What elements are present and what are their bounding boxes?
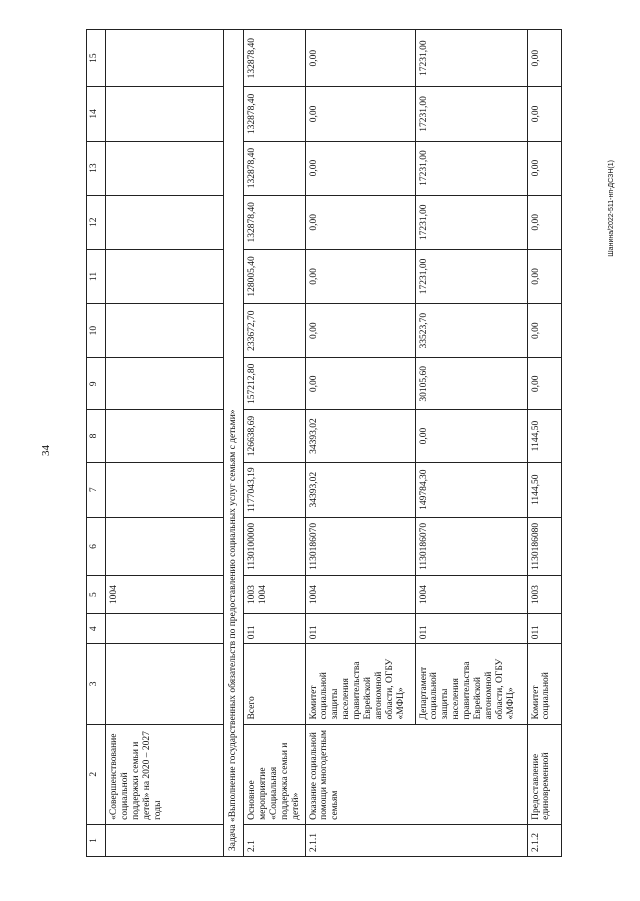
header-cell-6: 6 — [87, 517, 106, 575]
row4-name: Предоставление единовременной — [527, 724, 561, 824]
row3-y2022: 33523,70 — [415, 304, 527, 358]
row0-y2025 — [106, 141, 224, 195]
header-cell-8: 8 — [87, 410, 106, 462]
row4-number: 2.1.2 — [527, 824, 561, 856]
header-cell-7: 7 — [87, 462, 106, 517]
table-area — [86, 29, 552, 857]
row2-y2027: 0,00 — [305, 30, 415, 87]
table-row — [106, 30, 224, 857]
row0-y2027 — [106, 30, 224, 87]
document-id-note — [608, 160, 620, 300]
row4-y2022: 0,00 — [527, 304, 561, 358]
header-cell-9: 9 — [87, 358, 106, 410]
header-cell-5: 5 — [87, 576, 106, 614]
document-id-text: Шанина/2022-511-нп-ДСЗН(1) — [608, 160, 615, 257]
rotated-table-wrapper — [86, 29, 552, 857]
task-row — [224, 30, 244, 857]
row3-grbs: 011 — [415, 614, 527, 644]
page-number — [40, 445, 54, 465]
row2-y2023: 0,00 — [305, 249, 415, 303]
row1-grbs: 011 — [243, 614, 305, 644]
row1-number: 2.1 — [243, 824, 305, 856]
table-row — [527, 30, 561, 857]
row1-y2022: 233672,70 — [243, 304, 305, 358]
row4-y2027: 0,00 — [527, 30, 561, 87]
row3-y2027: 17231,00 — [415, 30, 527, 87]
row2-y2024: 0,00 — [305, 195, 415, 249]
task-title: Задача «Выполнение государственных обязательств по предоставлению социальных услуг семьям с детьми» — [224, 30, 244, 857]
row1-y2025: 132878,40 — [243, 141, 305, 195]
row1-name: Основное мероприятие «Социальная поддержка семьи и детей» — [243, 724, 305, 824]
row2-executor: Комитет социальной защиты населения правительства Еврейской автономной области, ОГБУ «МФЦ» — [305, 644, 415, 724]
row4-total: 1144,50 — [527, 462, 561, 517]
row4-grbs: 011 — [527, 614, 561, 644]
row3-y2026: 17231,00 — [415, 87, 527, 141]
row2-total: 34393,02 — [305, 462, 415, 517]
row0-grbs — [106, 614, 224, 644]
row3-y2020: 0,00 — [415, 410, 527, 462]
row3-y2024: 17231,00 — [415, 195, 527, 249]
row2-name: Оказание социальной помощи многодетным семьям — [305, 724, 527, 824]
row1-section: 1003 1004 — [243, 576, 305, 614]
row4-y2020: 1144,50 — [527, 410, 561, 462]
program-table — [86, 29, 562, 857]
row4-y2024: 0,00 — [527, 195, 561, 249]
row0-total — [106, 462, 224, 517]
row0-y2020 — [106, 410, 224, 462]
header-cell-4: 4 — [87, 614, 106, 644]
row2-y2020: 34393,02 — [305, 410, 415, 462]
table-row — [243, 30, 305, 857]
row1-y2021: 157212,80 — [243, 358, 305, 410]
row0-y2022 — [106, 304, 224, 358]
row3-y2023: 17231,00 — [415, 249, 527, 303]
row2-y2021: 0,00 — [305, 358, 415, 410]
header-cell-12: 12 — [87, 195, 106, 249]
row2-section: 1004 — [305, 576, 415, 614]
row2-number: 2.1.1 — [305, 824, 527, 856]
row0-number — [106, 824, 224, 856]
row1-y2026: 132878,40 — [243, 87, 305, 141]
row1-executor: Всего — [243, 644, 305, 724]
header-cell-11: 11 — [87, 249, 106, 303]
row2-code: 1130186070 — [305, 517, 415, 575]
row4-y2025: 0,00 — [527, 141, 561, 195]
header-cell-13: 13 — [87, 141, 106, 195]
row0-code — [106, 517, 224, 575]
row3-code: 1130186070 — [415, 517, 527, 575]
row0-y2021 — [106, 358, 224, 410]
row3-total: 149784,30 — [415, 462, 527, 517]
row0-y2023 — [106, 249, 224, 303]
header-cell-1: 1 — [87, 824, 106, 856]
header-cell-14: 14 — [87, 87, 106, 141]
header-cell-10: 10 — [87, 304, 106, 358]
row4-y2021: 0,00 — [527, 358, 561, 410]
row4-y2023: 0,00 — [527, 249, 561, 303]
row4-code: 1130186080 — [527, 517, 561, 575]
row1-code: 1130100000 — [243, 517, 305, 575]
row1-y2027: 132878,40 — [243, 30, 305, 87]
header-cell-15: 15 — [87, 30, 106, 87]
row0-y2026 — [106, 87, 224, 141]
row0-name: «Совершенствование социальной поддержки семьи и детей» на 2020 – 2027 годы — [106, 724, 224, 824]
row3-y2025: 17231,00 — [415, 141, 527, 195]
row0-section: 1004 — [106, 576, 224, 614]
row4-section: 1003 — [527, 576, 561, 614]
table-row — [305, 30, 415, 857]
row1-y2024: 132878,40 — [243, 195, 305, 249]
header-cell-3: 3 — [87, 644, 106, 724]
row3-y2021: 30105,60 — [415, 358, 527, 410]
row4-executor: Комитет социальной — [527, 644, 561, 724]
row2-y2025: 0,00 — [305, 141, 415, 195]
row3-section: 1004 — [415, 576, 527, 614]
row1-y2020: 126638,69 — [243, 410, 305, 462]
page-number-text: 34 — [40, 445, 52, 456]
row0-executor — [106, 644, 224, 724]
row3-executor: Департамент социальной защиты населения правительства Еврейской автономной области, ОГБУ «МФЦ» — [415, 644, 527, 724]
row4-y2026: 0,00 — [527, 87, 561, 141]
row2-y2026: 0,00 — [305, 87, 415, 141]
row2-y2022: 0,00 — [305, 304, 415, 358]
row1-y2023: 128005,40 — [243, 249, 305, 303]
row1-total: 1177043,19 — [243, 462, 305, 517]
row2-grbs: 011 — [305, 614, 415, 644]
header-row — [87, 30, 106, 857]
row0-y2024 — [106, 195, 224, 249]
header-cell-2: 2 — [87, 724, 106, 824]
